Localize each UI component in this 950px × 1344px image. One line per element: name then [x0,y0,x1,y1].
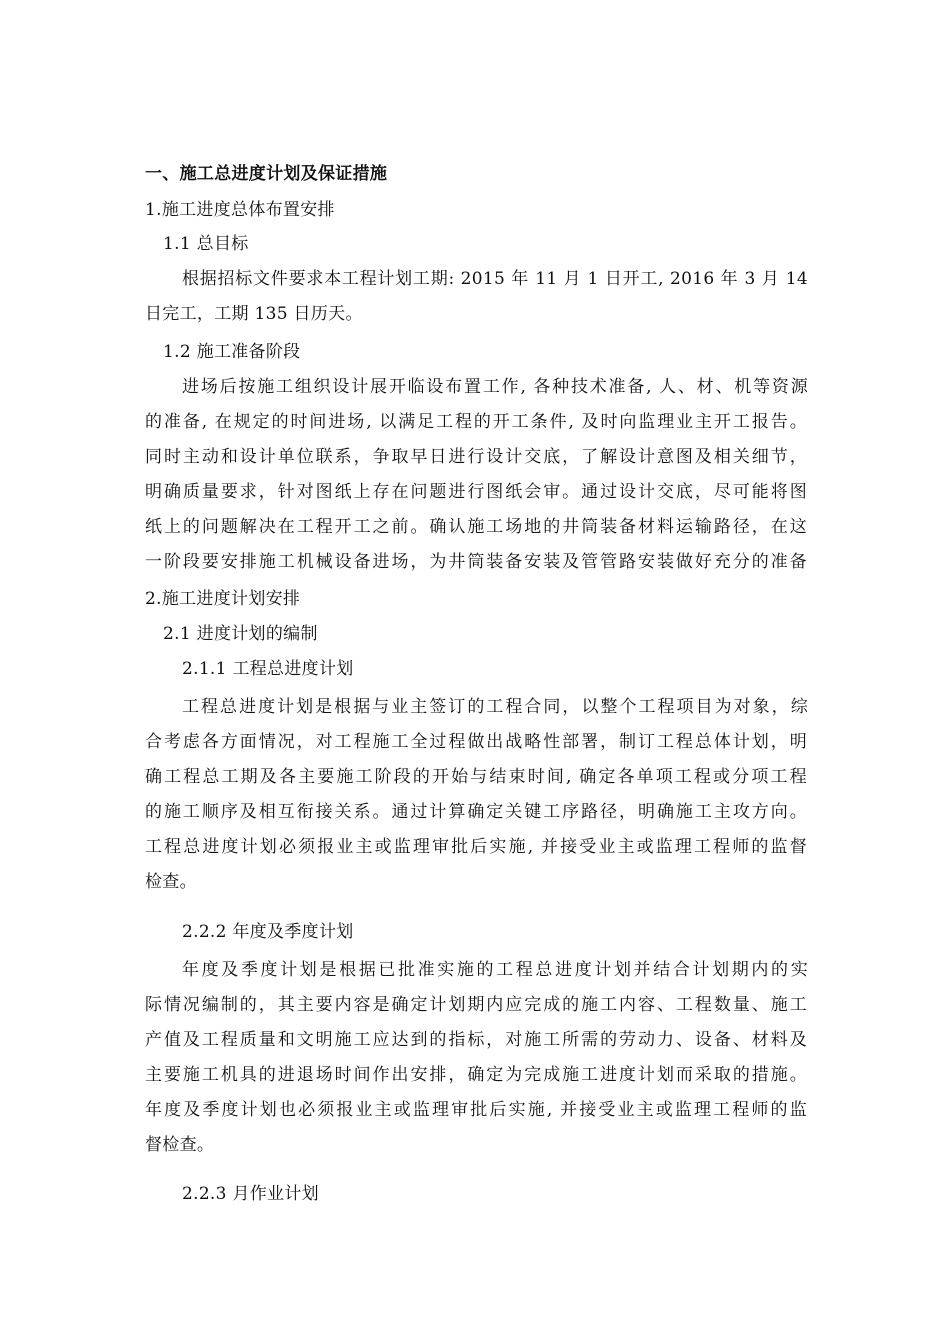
paragraph-line: 确工程总工期及各主要施工阶段的开始与结束时间, 确定各单项工程或分项工程 [145,767,807,787]
paragraph-line: 际情况编制的，其主要内容是确定计划期内应完成的施工内容、工程数量、施工 [145,995,807,1015]
paragraph-line: 一阶段要安排施工机械设备进场，为井筒装备安装及管管路安装做好充分的准备 [145,552,807,572]
paragraph-line: 督检查。 [145,1135,215,1155]
paragraph-line: 检查。 [145,872,197,892]
paragraph-line: 明确质量要求，针对图纸上存在问题进行图纸会审。通过设计交底，尽可能将图 [145,482,807,502]
section-1-title: 1.施工进度总体布置安排 [145,200,335,220]
paragraph-line: 年度及季度计划也必须报业主或监理审批后实施, 并接受业主或监理工程师的监 [145,1100,807,1120]
paragraph-line: 工程总进度计划必须报业主或监理审批后实施, 并接受业主或监理工程师的监督 [145,837,807,857]
section-2-2-3-title: 2.2.3 月作业计划 [182,1184,319,1204]
paragraph-line: 根据招标文件要求本工程计划工期: 2015 年 11 月 1 日开工, 2016 年 3 月 14 [182,269,808,289]
paragraph-line: 的施工顺序及相互衔接关系。通过计算确定关键工序路径，明确施工主攻方向。 [145,802,807,822]
paragraph-line: 年度及季度计划是根据已批准实施的工程总进度计划并结合计划期内的实 [182,960,808,980]
paragraph-line: 产值及工程质量和文明施工应达到的指标，对施工所需的劳动力、设备、材料及 [145,1030,807,1050]
paragraph-line: 合考虑各方面情况，对工程施工全过程做出战略性部署，制订工程总体计划，明 [145,732,807,752]
paragraph-line: 进场后按施工组织设计展开临设布置工作, 各种技术准备, 人、材、机等资源 [182,377,808,397]
section-2-1-title: 2.1 进度计划的编制 [163,624,318,644]
paragraph-line: 的准备, 在规定的时间进场, 以满足工程的开工条件, 及时向监理业主开工报告。 [145,412,807,432]
section-1-1-title: 1.1 总目标 [163,234,249,254]
section-1-2-title: 1.2 施工准备阶段 [163,342,301,362]
section-2-1-1-title: 2.1.1 工程总进度计划 [182,659,354,679]
paragraph-line: 主要施工机具的进退场时间作出安排，确定为完成施工进度计划而采取的措施。 [145,1065,807,1085]
paragraph-line: 工程总进度计划是根据与业主签订的工程合同，以整个工程项目为对象，综 [182,697,808,717]
paragraph-line: 同时主动和设计单位联系，争取早日进行设计交底，了解设计意图及相关细节， [145,447,807,467]
section-2-title: 2.施工进度计划安排 [145,589,301,609]
paragraph-line: 日完工，工期 135 日历天。 [145,304,363,324]
section-2-2-2-title: 2.2.2 年度及季度计划 [182,922,354,942]
paragraph-line: 纸上的问题解决在工程开工之前。确认施工场地的井筒装备材料运输路径，在这 [145,517,807,537]
main-heading: 一、施工总进度计划及保证措施 [145,164,388,184]
